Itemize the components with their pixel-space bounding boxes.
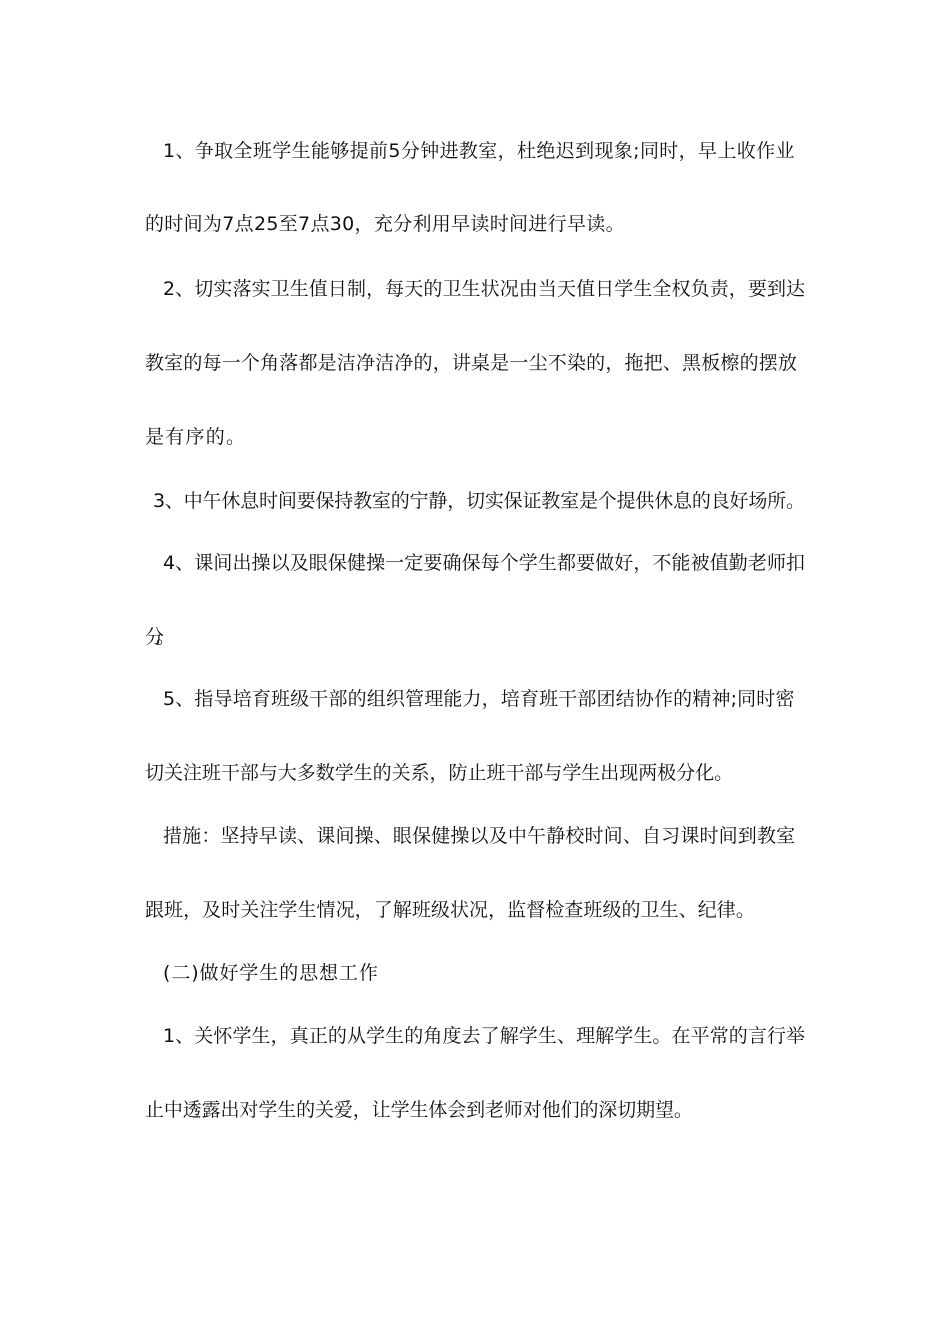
item-3-line-1: 3、中午休息时间要保持教室的宁静，切实保证教室是个提供休息的良好场所。	[153, 490, 805, 512]
measures-line-1: 措施：坚持早读、课间操、眼保健操以及中午静校时间、自习课时间到教室	[163, 825, 796, 847]
item-1-line-1: 1、争取全班学生能够提前5分钟进教室，杜绝迟到现象;同时，早上收作业	[163, 140, 795, 162]
measures-line-2: 跟班，及时关注学生情况，了解班级状况，监督检查班级的卫生、纪律。	[145, 899, 755, 921]
section-item-1-line-2: 止中透露出对学生的关爱，让学生体会到老师对他们的深切期望。	[145, 1099, 693, 1121]
item-4-line-2: 分。	[145, 626, 168, 648]
item-4-line-1: 4、课间出操以及眼保健操一定要确保每个学生都要做好，不能被值勤老师扣	[163, 552, 806, 574]
item-5-line-1: 5、指导培育班级干部的组织管理能力，培育班干部团结协作的精神;同时密	[163, 688, 795, 710]
item-2-line-1: 2、切实落实卫生值日制，每天的卫生状况由当天值日学生全权负责，要到达	[163, 278, 806, 300]
item-2-line-3: 是有序的。	[145, 426, 247, 448]
item-1-line-2: 的时间为7点25至7点30，充分利用早读时间进行早读。	[145, 213, 625, 235]
section-heading: (二)做好学生的思想工作	[163, 962, 379, 984]
item-2-line-2: 教室的每一个角落都是洁净洁净的，讲桌是一尘不染的，拖把、黑板檫的摆放	[145, 352, 798, 374]
section-item-1-line-1: 1、关怀学生，真正的从学生的角度去了解学生、理解学生。在平常的言行举	[163, 1025, 806, 1047]
item-5-line-2: 切关注班干部与大多数学生的关系，防止班干部与学生出现两极分化。	[145, 762, 734, 784]
